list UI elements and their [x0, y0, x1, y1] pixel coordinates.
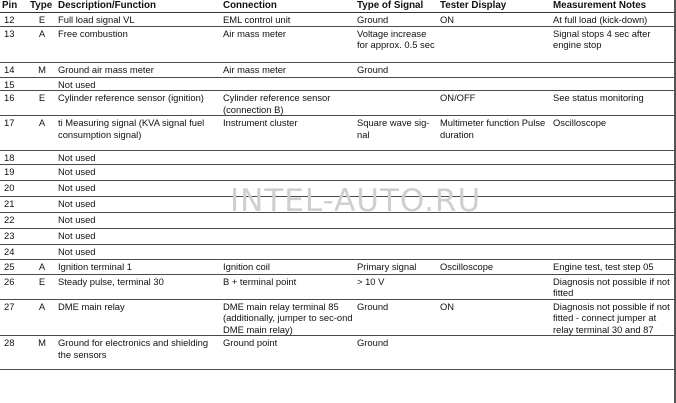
cell-signal: [355, 164, 438, 180]
header-pin: Pin: [0, 0, 28, 12]
cell-notes: [551, 77, 674, 91]
cell-type: A: [28, 116, 56, 151]
cell-connection: Ignition coil: [221, 259, 355, 274]
header-connection: Connection: [221, 0, 355, 12]
cell-tester: [438, 62, 551, 77]
cell-tester: Multimeter function Pulse duration: [438, 116, 551, 151]
cell-description: Not used: [56, 228, 221, 244]
cell-notes: See status monitoring: [551, 91, 674, 116]
cell-type: [28, 196, 56, 212]
cell-pin: 26: [0, 274, 28, 299]
table-row: [0, 62, 674, 77]
cell-notes: [551, 164, 674, 180]
cell-pin: 13: [0, 26, 28, 62]
cell-notes: [551, 151, 674, 165]
cell-notes: Diagnosis not possible if not fitted: [551, 274, 674, 299]
cell-description: Steady pulse, terminal 30: [56, 274, 221, 299]
cell-notes: [551, 212, 674, 228]
cell-description: Free combustion: [56, 26, 221, 62]
cell-description: Not used: [56, 196, 221, 212]
cell-description: Ground air mass meter: [56, 62, 221, 77]
cell-connection: Air mass meter: [221, 62, 355, 77]
cell-description: Ignition terminal 1: [56, 259, 221, 274]
cell-pin: 12: [0, 12, 28, 26]
cell-tester: ON: [438, 299, 551, 336]
cell-notes: [551, 180, 674, 196]
cell-signal: Ground: [355, 299, 438, 336]
cell-signal: [355, 244, 438, 259]
cell-pin: 27: [0, 299, 28, 336]
cell-pin: 24: [0, 244, 28, 259]
cell-description: Not used: [56, 180, 221, 196]
cell-type: E: [28, 12, 56, 26]
cell-signal: [355, 212, 438, 228]
table-row: [0, 180, 674, 196]
cell-type: M: [28, 62, 56, 77]
cell-notes: Oscilloscope: [551, 116, 674, 151]
cell-signal: [355, 91, 438, 116]
cell-tester: [438, 196, 551, 212]
cell-type: M: [28, 336, 56, 370]
cell-notes: [551, 336, 674, 370]
cell-type: [28, 228, 56, 244]
cell-tester: [438, 77, 551, 91]
cell-notes: [551, 228, 674, 244]
cell-tester: [438, 151, 551, 165]
cell-connection: [221, 244, 355, 259]
cell-pin: 14: [0, 62, 28, 77]
cell-notes: [551, 244, 674, 259]
table-row: [0, 77, 674, 91]
table-row: [0, 274, 674, 299]
cell-signal: Ground: [355, 12, 438, 26]
cell-connection: [221, 77, 355, 91]
cell-tester: [438, 336, 551, 370]
cell-description: Not used: [56, 244, 221, 259]
cell-pin: 16: [0, 91, 28, 116]
cell-connection: [221, 180, 355, 196]
cell-signal: [355, 180, 438, 196]
cell-type: A: [28, 259, 56, 274]
cell-signal: [355, 151, 438, 165]
cell-signal: > 10 V: [355, 274, 438, 299]
cell-tester: [438, 164, 551, 180]
table-row: [0, 91, 674, 116]
cell-description: Not used: [56, 212, 221, 228]
cell-signal: Voltage increase for approx. 0.5 sec: [355, 26, 438, 62]
cell-notes: [551, 62, 674, 77]
cell-connection: [221, 212, 355, 228]
cell-notes: Signal stops 4 sec after engine stop: [551, 26, 674, 62]
table-row: [0, 151, 674, 165]
cell-notes: Diagnosis not possible if not fitted - connect jumper at relay terminal 30 and 87: [551, 299, 674, 336]
cell-tester: [438, 212, 551, 228]
cell-connection: [221, 196, 355, 212]
table-row: [0, 228, 674, 244]
table-row: [0, 259, 674, 274]
cell-pin: 20: [0, 180, 28, 196]
cell-type: [28, 77, 56, 91]
header-notes: Measurement Notes: [551, 0, 674, 12]
table-row: [0, 196, 674, 212]
cell-pin: 15: [0, 77, 28, 91]
cell-description: Cylinder reference sensor (ignition): [56, 91, 221, 116]
cell-connection: DME main relay terminal 85 (additionally, jumper to sec-ond DME main relay): [221, 299, 355, 336]
cell-pin: 23: [0, 228, 28, 244]
cell-pin: 19: [0, 164, 28, 180]
cell-description: Full load signal VL: [56, 12, 221, 26]
cell-signal: Primary signal: [355, 259, 438, 274]
cell-signal: Ground: [355, 62, 438, 77]
cell-tester: Oscilloscope: [438, 259, 551, 274]
cell-type: [28, 212, 56, 228]
cell-tester: [438, 26, 551, 62]
cell-connection: [221, 228, 355, 244]
cell-pin: 17: [0, 116, 28, 151]
header-type: Type: [28, 0, 56, 12]
table-row: [0, 299, 674, 336]
cell-description: Not used: [56, 151, 221, 165]
header-description: Description/Function: [56, 0, 221, 12]
table-row: [0, 244, 674, 259]
cell-type: [28, 180, 56, 196]
table-row: [0, 164, 674, 180]
table-header-row: [0, 0, 674, 12]
table-row: [0, 212, 674, 228]
cell-pin: 22: [0, 212, 28, 228]
table-row: [0, 336, 674, 370]
cell-connection: [221, 151, 355, 165]
cell-type: E: [28, 91, 56, 116]
table-row: [0, 116, 674, 151]
cell-tester: ON/OFF: [438, 91, 551, 116]
cell-notes: Engine test, test step 05: [551, 259, 674, 274]
header-signal: Type of Signal: [355, 0, 438, 12]
table-row: [0, 12, 674, 26]
cell-notes: At full load (kick-down): [551, 12, 674, 26]
cell-pin: 21: [0, 196, 28, 212]
cell-description: Not used: [56, 77, 221, 91]
cell-type: [28, 164, 56, 180]
cell-description: DME main relay: [56, 299, 221, 336]
cell-notes: [551, 196, 674, 212]
cell-type: [28, 244, 56, 259]
cell-type: A: [28, 299, 56, 336]
cell-description: Not used: [56, 164, 221, 180]
cell-connection: EML control unit: [221, 12, 355, 26]
cell-description: ti Measuring signal (KVA signal fuel consumption signal): [56, 116, 221, 151]
cell-tester: [438, 180, 551, 196]
cell-tester: [438, 244, 551, 259]
cell-signal: Square wave sig-nal: [355, 116, 438, 151]
cell-signal: Ground: [355, 336, 438, 370]
table-row: [0, 26, 674, 62]
cell-connection: Cylinder reference sensor (connection B): [221, 91, 355, 116]
cell-tester: ON: [438, 12, 551, 26]
cell-connection: Ground point: [221, 336, 355, 370]
cell-pin: 18: [0, 151, 28, 165]
cell-connection: [221, 164, 355, 180]
cell-connection: Air mass meter: [221, 26, 355, 62]
cell-pin: 28: [0, 336, 28, 370]
header-tester: Tester Display: [438, 0, 551, 12]
cell-tester: [438, 228, 551, 244]
cell-type: [28, 151, 56, 165]
cell-signal: [355, 77, 438, 91]
cell-tester: [438, 274, 551, 299]
cell-description: Ground for electronics and shielding the sensors: [56, 336, 221, 370]
cell-type: E: [28, 274, 56, 299]
watermark-text: INTEL-AUTO.RU: [230, 183, 482, 219]
cell-type: A: [28, 26, 56, 62]
cell-signal: [355, 228, 438, 244]
cell-signal: [355, 196, 438, 212]
cell-connection: B + terminal point: [221, 274, 355, 299]
cell-connection: Instrument cluster: [221, 116, 355, 151]
cell-pin: 25: [0, 259, 28, 274]
